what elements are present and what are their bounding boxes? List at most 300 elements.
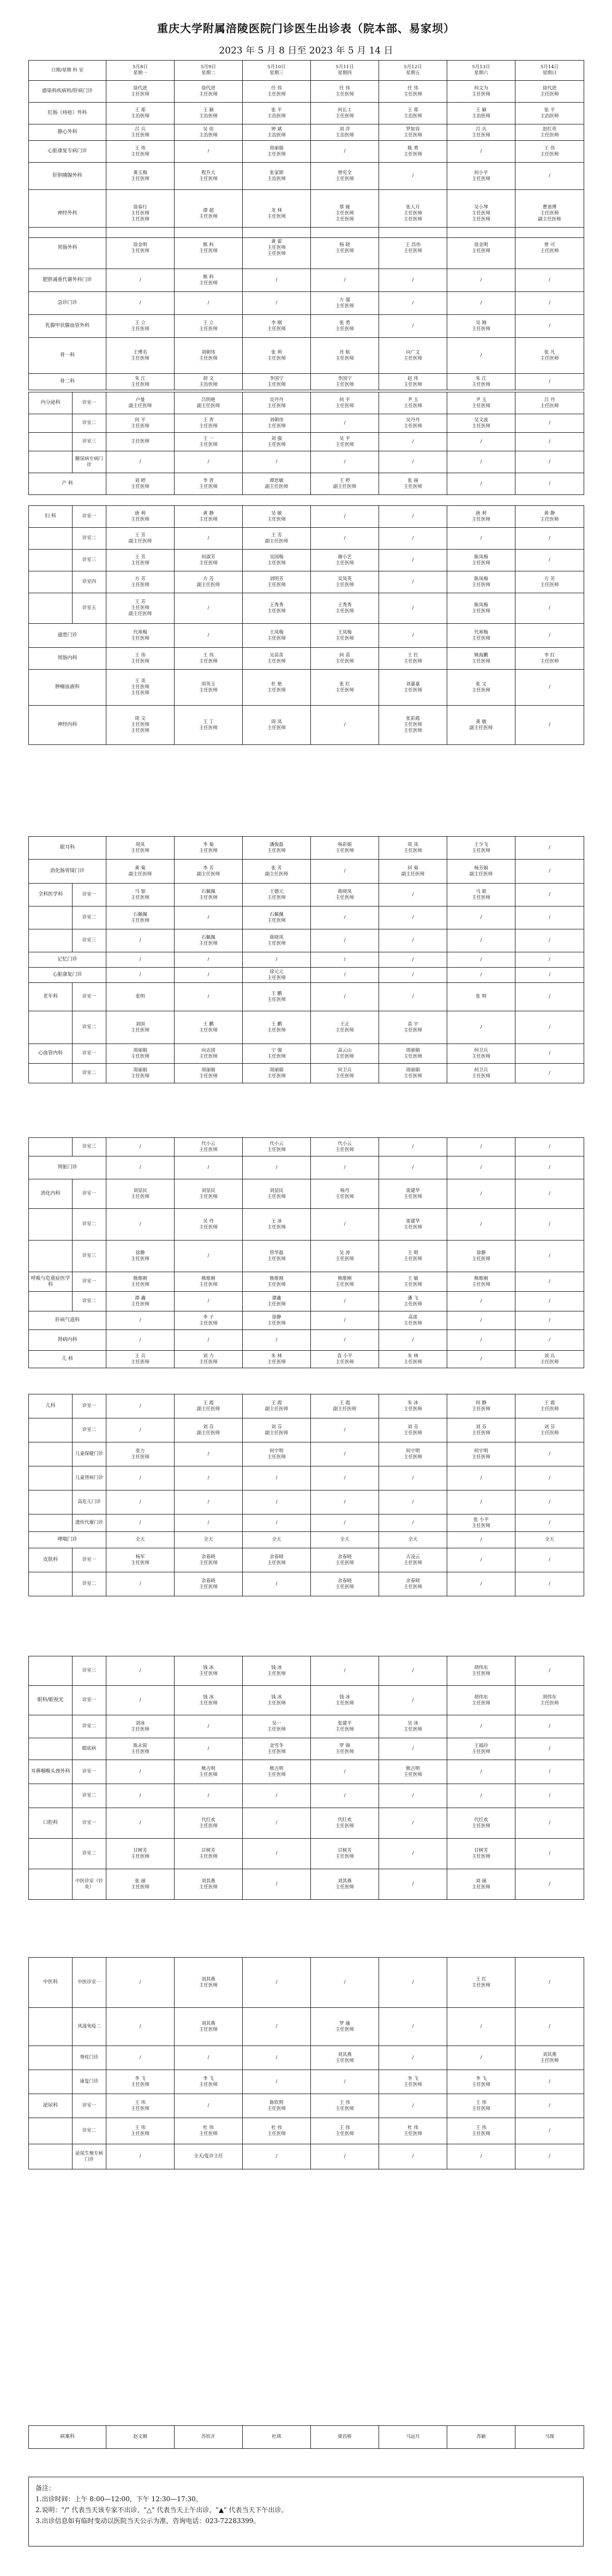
doctor-cell: / xyxy=(379,952,447,968)
doctor-cell: 吕 丹 主任医师 xyxy=(515,392,584,414)
doctor-cell: 石佩佩 主任医师 xyxy=(175,884,243,907)
clinic-room: 诊室一 xyxy=(73,884,106,907)
day-date: 5月9日 xyxy=(201,64,216,70)
doctor-cell: / xyxy=(243,451,311,473)
doctor-cell: / xyxy=(515,593,584,624)
clinic-room: 诊室三 xyxy=(73,550,106,571)
doctor-cell: / xyxy=(447,1292,515,1311)
doctor-cell: 吴 平 主任医师 xyxy=(311,433,379,451)
doctor-cell: 黄 静 主任医师 xyxy=(175,506,243,528)
doctor-cell: 潘俊磊 主任医师 xyxy=(243,837,311,860)
doctor-cell: 刘 强 主任医师 xyxy=(243,433,311,451)
clinic-room: 泌尿生殖专病门诊 xyxy=(73,2144,106,2169)
doctor-cell: 向志国 主任医师 xyxy=(175,1044,243,1064)
doctor-cell: / xyxy=(175,1330,243,1351)
doctor-cell: / xyxy=(379,2144,447,2169)
doctor-cell: / xyxy=(447,1572,515,1596)
doctor-cell: 方 强 主任医师 xyxy=(311,292,379,315)
doctor-cell: 王 芳 主任医师 副主任医师 xyxy=(106,593,175,624)
doctor-cell: 蒋晓凤 主任医师 xyxy=(243,929,311,952)
doctor-cell: 王 昌伟 主任医师 xyxy=(379,228,447,269)
doctor-cell: / xyxy=(243,1490,311,1514)
doctor-cell: 周 文 主任医师 主任医师 xyxy=(106,706,175,745)
doctor-cell: / xyxy=(515,983,584,1011)
department-name: 内分泌科 xyxy=(29,392,73,414)
clinic-room: 诊室一 xyxy=(73,1394,106,1418)
doctor-cell: / xyxy=(515,1760,584,1784)
table-row xyxy=(29,907,584,929)
doctor-cell: / xyxy=(515,1514,584,1532)
table-row xyxy=(29,1330,584,1351)
doctor-cell: 杨军 主任医师 xyxy=(106,1548,175,1572)
doctor-cell: / xyxy=(515,2094,584,2118)
department-name: 妇 科 xyxy=(29,506,73,528)
doctor-cell: 黄玉梅 主任医师 xyxy=(106,163,175,190)
doctor-cell: / xyxy=(379,1490,447,1514)
doctor-cell: / xyxy=(106,1686,175,1715)
doctor-cell: / xyxy=(515,907,584,929)
doctor-cell: / xyxy=(311,1292,379,1311)
doctor-cell: 代寒梅 主任医师 xyxy=(106,624,175,648)
doctor-cell: / xyxy=(311,506,379,528)
table-row xyxy=(29,1138,584,1156)
department-name xyxy=(29,1738,73,1760)
day-header xyxy=(243,61,311,81)
doctor-cell: 袁 小平 主任医师 xyxy=(311,1351,379,1368)
doctor-cell: 苏钦开 xyxy=(175,2426,243,2449)
table-row xyxy=(29,1548,584,1572)
doctor-cell: 谢小艺 主任医师 xyxy=(311,550,379,571)
table-row xyxy=(29,1466,584,1490)
doctor-cell: / xyxy=(515,1241,584,1272)
doctor-cell: / xyxy=(515,1179,584,1209)
doctor-cell: 王秀秀 主任医师 xyxy=(311,593,379,624)
doctor-cell: 刘 芬 主任医师 xyxy=(515,1418,584,1442)
table-row xyxy=(29,506,584,528)
doctor-cell: 王正 主任医师 xyxy=(311,1011,379,1044)
department-name: 耳鼻咽喉头颈外科 xyxy=(29,1760,73,1784)
doctor-cell: 朱 林 主任医师 xyxy=(379,1351,447,1368)
doctor-cell: 陈凤梅 主任医师 xyxy=(447,571,515,593)
doctor-cell: 李国宁 主任医师 xyxy=(311,374,379,390)
doctor-cell: 周丽娟 主任医师 xyxy=(175,1064,243,1083)
doctor-cell: / xyxy=(379,1784,447,1808)
doctor-cell: 王 霞 副主任医师 xyxy=(175,1394,243,1418)
doctor-cell: / xyxy=(243,1514,311,1532)
doctor-cell: 代红欢 主任医师 xyxy=(447,1808,515,1839)
department-name xyxy=(29,550,73,571)
doctor-cell: / xyxy=(447,433,515,451)
doctor-cell: / xyxy=(243,952,311,968)
doctor-cell: 尹 玉 主任医师 xyxy=(447,392,515,414)
doctor-cell: 何 苗 主任医师 xyxy=(311,648,379,670)
doctor-cell: / xyxy=(175,1738,243,1760)
doctor-cell: 王 丁 主任医师 xyxy=(175,706,243,745)
doctor-cell: / xyxy=(106,1572,175,1596)
doctor-cell: 胡伟东 主任医师 xyxy=(447,1686,515,1715)
doctor-cell: 代红欢 主任医师 xyxy=(175,1808,243,1839)
doctor-cell: / xyxy=(311,451,379,473)
clinic-room: 诊室一 xyxy=(73,1760,106,1784)
doctor-cell: / xyxy=(243,1784,311,1808)
doctor-cell: / xyxy=(106,1656,175,1686)
table-row xyxy=(29,706,584,745)
department-name: 眼科/眼视光 xyxy=(29,1686,73,1715)
doctor-cell: 唐 利 主任医师 xyxy=(106,506,175,528)
doctor-cell: / xyxy=(379,1738,447,1760)
doctor-cell: 雷建华 主任医师 xyxy=(379,1179,447,1209)
doctor-cell: 张 丽 主任医师 xyxy=(379,473,447,495)
schedule-table xyxy=(28,836,584,1083)
table-row xyxy=(29,433,584,451)
doctor-cell: / xyxy=(106,1138,175,1156)
department-name: 全科医学科 xyxy=(29,884,73,907)
doctor-cell: / xyxy=(311,983,379,1011)
doctor-cell: 陈 勇 主任医师 xyxy=(379,141,447,163)
doctor-cell: 尹 玉 主任医师 xyxy=(379,392,447,414)
doctor-cell: 何 平 主任医师 xyxy=(106,414,175,433)
department-name: 呼吸与危重症医学科 xyxy=(29,1272,73,1292)
doctor-cell: / xyxy=(175,624,243,648)
doctor-cell: / xyxy=(311,968,379,983)
doctor-cell: / xyxy=(106,1311,175,1330)
doctor-cell: 雷建华 主任医师 xyxy=(379,1209,447,1241)
clinic-room: 诊室二 xyxy=(73,414,106,433)
doctor-cell: / xyxy=(106,1514,175,1532)
doctor-cell: 马琛 xyxy=(515,2426,584,2449)
doctor-cell: 徐代进 主任医师 xyxy=(106,81,175,103)
day-header xyxy=(515,61,584,81)
day-weekday: 星期五 xyxy=(406,70,420,76)
doctor-cell: 张 明 xyxy=(447,983,515,1011)
doctor-cell: / xyxy=(379,1656,447,1686)
note-line: 3.出诊信息如有临时变动以医院当天公示为准，咨询电话：023-72283399。 xyxy=(35,2517,260,2525)
doctor-cell: 张 利 主任医师 xyxy=(243,338,311,374)
schedule-table xyxy=(28,2425,584,2449)
table-row xyxy=(29,1044,584,1064)
doctor-cell: / xyxy=(515,2070,584,2094)
table-row xyxy=(29,648,584,670)
department-name xyxy=(29,451,73,473)
department-name xyxy=(29,2070,73,2094)
doctor-cell: 吴凤英 主任医师 xyxy=(311,571,379,593)
doctor-cell: 刘冰 主任医师 xyxy=(106,1715,175,1738)
doctor-cell: 方 芳 主任医师 xyxy=(515,571,584,593)
doctor-cell: / xyxy=(106,2008,175,2046)
doctor-cell: / xyxy=(515,550,584,571)
doctor-cell: / xyxy=(515,414,584,433)
doctor-cell: / xyxy=(106,2046,175,2070)
department-name: 肝病气道科 xyxy=(29,1311,106,1330)
doctor-cell: 代寒梅 主任医师 xyxy=(447,624,515,648)
doctor-cell: 李 飞 主任医师 xyxy=(175,2070,243,2094)
table-row xyxy=(29,81,584,103)
department-name: 乳腺甲状腺血管外科 xyxy=(29,315,106,338)
doctor-cell: / xyxy=(447,929,515,952)
clinic-room: 诊室三 xyxy=(73,433,106,451)
doctor-cell: 钟 斌 主治医师 xyxy=(243,124,311,141)
doctor-cell: / xyxy=(106,968,175,983)
department-name: 口腔科 xyxy=(29,1808,73,1839)
table-row xyxy=(29,624,584,648)
doctor-cell: / xyxy=(311,907,379,929)
doctor-cell: 刘其燕 主任医师 xyxy=(311,1869,379,1900)
doctor-cell: / xyxy=(175,1156,243,1179)
table-row xyxy=(29,2426,584,2449)
clinic-room: 诊室二 xyxy=(73,1064,106,1083)
doctor-cell: / xyxy=(243,1958,311,2008)
doctor-cell: 张 红 主任医师 xyxy=(311,670,379,706)
doctor-cell: 主任医师 xyxy=(106,433,175,451)
doctor-cell: 全天 xyxy=(175,1532,243,1548)
doctor-cell: / xyxy=(447,1011,515,1044)
doctor-cell: 杨彩娟 主任医师 xyxy=(311,837,379,860)
doctor-cell: 朱 江 主任医师 xyxy=(447,374,515,390)
doctor-cell: 熊维刚 主任医师 xyxy=(311,1272,379,1292)
doctor-cell: / xyxy=(311,1514,379,1532)
department-name xyxy=(29,1572,73,1596)
doctor-cell: 徐代进 主任医师 xyxy=(175,81,243,103)
doctor-cell: / xyxy=(175,983,243,1011)
table-row xyxy=(29,1869,584,1900)
doctor-cell: 何卫兵 主任医师 xyxy=(447,1064,515,1083)
doctor-cell: 全天 xyxy=(106,1532,175,1548)
doctor-cell: / xyxy=(515,1738,584,1760)
note-line: 2.说明："/" 代表当天该专家不出诊，"△" 代表当天上午出诊，"▲" 代表当天下午出诊。 xyxy=(35,2506,288,2514)
doctor-cell: 刘国 主任医师 xyxy=(106,1011,175,1044)
department-name: 眼耳科 xyxy=(29,837,106,860)
doctor-cell: / xyxy=(447,451,515,473)
clinic-room: 诊室一 xyxy=(73,392,106,414)
doctor-cell: / xyxy=(379,269,447,292)
table-row xyxy=(29,1715,584,1738)
schedule-table xyxy=(28,227,584,390)
schedule-table xyxy=(28,1137,584,1368)
doctor-cell: 蒋晓凤 主任医师 xyxy=(311,884,379,907)
table-row xyxy=(29,2046,584,2070)
doctor-cell: 石佩佩 主任医师 xyxy=(106,907,175,929)
doctor-cell: / xyxy=(379,571,447,593)
department-name: 心血管内科 xyxy=(29,1044,73,1064)
doctor-cell: 王 芳 副主任医师 xyxy=(106,528,175,550)
doctor-cell: 张 文 主任医师 xyxy=(447,670,515,706)
department-name: 肾脏门诊 xyxy=(29,1156,106,1179)
doctor-cell: / xyxy=(311,528,379,550)
doctor-cell: 何长工 主任医师 xyxy=(311,103,379,124)
doctor-cell: 李国宁 主任医师 xyxy=(243,374,311,390)
doctor-cell: 何小平 主任医师 xyxy=(447,163,515,190)
table-row xyxy=(29,860,584,884)
doctor-cell: 王 青 主任医师 xyxy=(175,414,243,433)
department-name xyxy=(29,528,73,550)
clinic-room: 遗传代谢门诊 xyxy=(73,1514,106,1532)
doctor-cell: / xyxy=(379,163,447,190)
doctor-cell: 吴丹丹 主任医师 xyxy=(243,392,311,414)
doctor-cell: 杜 艳 主任医师 xyxy=(243,670,311,706)
department-name xyxy=(29,1064,73,1083)
department-name xyxy=(29,2144,73,2169)
doctor-cell: 全天 xyxy=(515,1532,584,1548)
doctor-cell: 任 伟 主任医师 xyxy=(243,81,311,103)
doctor-cell: 熊维刚 主任医师 xyxy=(447,1272,515,1292)
schedule-table xyxy=(28,1656,584,1900)
doctor-cell: / xyxy=(379,506,447,528)
doctor-cell: 吴 敏 主任医师 xyxy=(243,506,311,528)
doctor-cell: 刘其燕 主任医师 xyxy=(175,1869,243,1900)
clinic-room: 糖尿病专病门诊 xyxy=(73,451,106,473)
clinic-room: 诊室二 xyxy=(73,2118,106,2144)
doctor-cell: 胡 文 主治医师 xyxy=(175,374,243,390)
doctor-cell: 朱 冰 主任医师 xyxy=(379,1394,447,1418)
doctor-cell: / xyxy=(515,1064,584,1083)
table-row xyxy=(29,1760,584,1784)
doctor-cell: / xyxy=(447,1715,515,1738)
doctor-cell: / xyxy=(175,968,243,983)
doctor-cell: 王 鹏 主任医师 xyxy=(243,983,311,1011)
doctor-cell: / xyxy=(515,292,584,315)
department-name xyxy=(29,2008,73,2046)
department-name: 中医科 xyxy=(29,1958,73,2008)
department-name xyxy=(29,1466,73,1490)
table-row xyxy=(29,1011,584,1044)
doctor-cell: / xyxy=(447,1351,515,1368)
doctor-cell: 张明 xyxy=(106,983,175,1011)
doctor-cell: 吴文波 主任医师 xyxy=(447,414,515,433)
schedule-table xyxy=(28,60,584,238)
doctor-cell: 赵红英 主任医师 xyxy=(515,124,584,141)
doctor-cell: 杜 伟 主任医师 xyxy=(243,2118,311,2144)
department-name xyxy=(29,414,73,433)
doctor-cell: 谭 鑫 主任医师 xyxy=(106,1292,175,1311)
doctor-cell: 高雷 主任医师 xyxy=(379,1311,447,1330)
clinic-room: 康复门诊 xyxy=(73,2070,106,2094)
schedule-table xyxy=(28,1394,584,1596)
notes-box xyxy=(28,2477,584,2547)
doctor-cell: 古凌云 主任医师 xyxy=(379,1548,447,1572)
table-row xyxy=(29,124,584,141)
doctor-cell: 王 冰 主任医师 xyxy=(243,1209,311,1241)
doctor-cell: 余春晓 主任医师 xyxy=(175,1572,243,1596)
doctor-cell: / xyxy=(311,269,379,292)
table-row xyxy=(29,1958,584,2008)
doctor-cell: / xyxy=(175,1292,243,1311)
doctor-cell: / xyxy=(515,670,584,706)
table-row xyxy=(29,473,584,495)
doctor-cell: 吴一 主任医师 xyxy=(243,1715,311,1738)
doctor-cell: 周英玉 主任医师 xyxy=(175,670,243,706)
schedule-table xyxy=(28,1957,584,2169)
day-header xyxy=(175,61,243,81)
doctor-cell: / xyxy=(515,860,584,884)
department-name xyxy=(29,1784,73,1808)
doctor-cell: / xyxy=(515,1044,584,1064)
doctor-cell: / xyxy=(379,1156,447,1179)
doctor-cell: / xyxy=(311,929,379,952)
doctor-cell: 任 伟 主任医师 xyxy=(379,81,447,103)
doctor-cell: / xyxy=(515,1442,584,1466)
clinic-room: 诊室四 xyxy=(73,571,106,593)
doctor-cell: / xyxy=(447,292,515,315)
doctor-cell: 周丽娟 主任医师 xyxy=(379,1044,447,1064)
doctor-cell: / xyxy=(515,269,584,292)
department-name: 产 科 xyxy=(29,473,106,495)
department-name xyxy=(29,1209,73,1241)
table-row xyxy=(29,1418,584,1442)
table-row xyxy=(29,670,584,706)
doctor-cell: 钱 冰 主任医师 xyxy=(243,1686,311,1715)
doctor-cell: / xyxy=(106,2144,175,2169)
doctor-cell: 向广文 主任医师 xyxy=(379,338,447,374)
doctor-cell: 王 立 主任医师 xyxy=(106,315,175,338)
clinic-room: 诊室一 xyxy=(73,1548,106,1572)
doctor-cell: 李 飞 主任医师 xyxy=(447,2070,515,2094)
department-name: 骨一科 xyxy=(29,338,106,374)
doctor-cell: 王 鹏 主任医师 xyxy=(175,1011,243,1044)
doctor-cell: 王 红 主任医师 xyxy=(379,648,447,670)
doctor-cell: / xyxy=(106,1209,175,1241)
doctor-cell: / xyxy=(447,473,515,495)
doctor-cell: 罗 瑜 主任医师 xyxy=(311,2008,379,2046)
table-row xyxy=(29,1656,584,1686)
table-row xyxy=(29,837,584,860)
doctor-cell: / xyxy=(379,1686,447,1715)
doctor-cell: / xyxy=(311,1760,379,1784)
doctor-cell: 杜 伟 主任医师 xyxy=(379,2118,447,2144)
doctor-cell: 王少飞 主任医师 xyxy=(447,837,515,860)
doctor-cell: / xyxy=(515,1209,584,1241)
doctor-cell: / xyxy=(447,952,515,968)
table-row xyxy=(29,929,584,952)
doctor-cell: 何宇明 主任医师 xyxy=(243,1442,311,1466)
department-name xyxy=(29,1292,73,1311)
doctor-cell: 胡伟东 主任医师 xyxy=(447,1656,515,1686)
department-name: 肿瘤血液科 xyxy=(29,670,106,706)
doctor-cell: / xyxy=(379,528,447,550)
clinic-room: 中医诊室一 xyxy=(73,1958,106,2008)
doctor-cell: / xyxy=(106,292,175,315)
doctor-cell: / xyxy=(447,2144,515,2169)
day-weekday: 星期一 xyxy=(133,70,147,76)
clinic-room: 诊室二 xyxy=(73,1209,106,1241)
doctor-cell: 余春晓 主任医师 xyxy=(311,1572,379,1596)
doctor-cell: / xyxy=(515,1958,584,2008)
doctor-cell: 王 敏 主任医师 xyxy=(379,1272,447,1292)
doctor-cell: 胡伟东 主任医师 xyxy=(515,1686,584,1715)
table-row xyxy=(29,1490,584,1514)
doctor-cell: 杨芳娟 副主任医师 xyxy=(447,860,515,884)
doctor-cell: / xyxy=(447,2008,515,2046)
department-name xyxy=(29,2118,73,2144)
doctor-cell: 王 伟 主任医师 xyxy=(311,2118,379,2144)
doctor-cell: / xyxy=(106,1784,175,1808)
table-row xyxy=(29,1442,584,1466)
doctor-cell: / xyxy=(311,141,379,163)
department-name: 儿科 xyxy=(29,1394,73,1418)
doctor-cell: 王德元 主任医师 xyxy=(243,884,311,907)
table-row xyxy=(29,2118,584,2144)
doctor-cell: 周 凤 主任医师 xyxy=(379,837,447,860)
doctor-cell: 王 伟 主任医师 xyxy=(175,648,243,670)
doctor-cell: 马 银 主任医师 xyxy=(447,884,515,907)
doctor-cell: 王 霞 主任医师 xyxy=(515,1394,584,1418)
doctor-cell: 何宇明 主任医师 xyxy=(379,1442,447,1466)
table-row xyxy=(29,1064,584,1083)
doctor-cell: / xyxy=(515,473,584,495)
doctor-cell: / xyxy=(175,451,243,473)
doctor-cell: 吴苗苗 主任医师 xyxy=(243,648,311,670)
doctor-cell: 钱 冰 主任医师 xyxy=(243,1656,311,1686)
day-weekday: 星期二 xyxy=(201,70,215,76)
